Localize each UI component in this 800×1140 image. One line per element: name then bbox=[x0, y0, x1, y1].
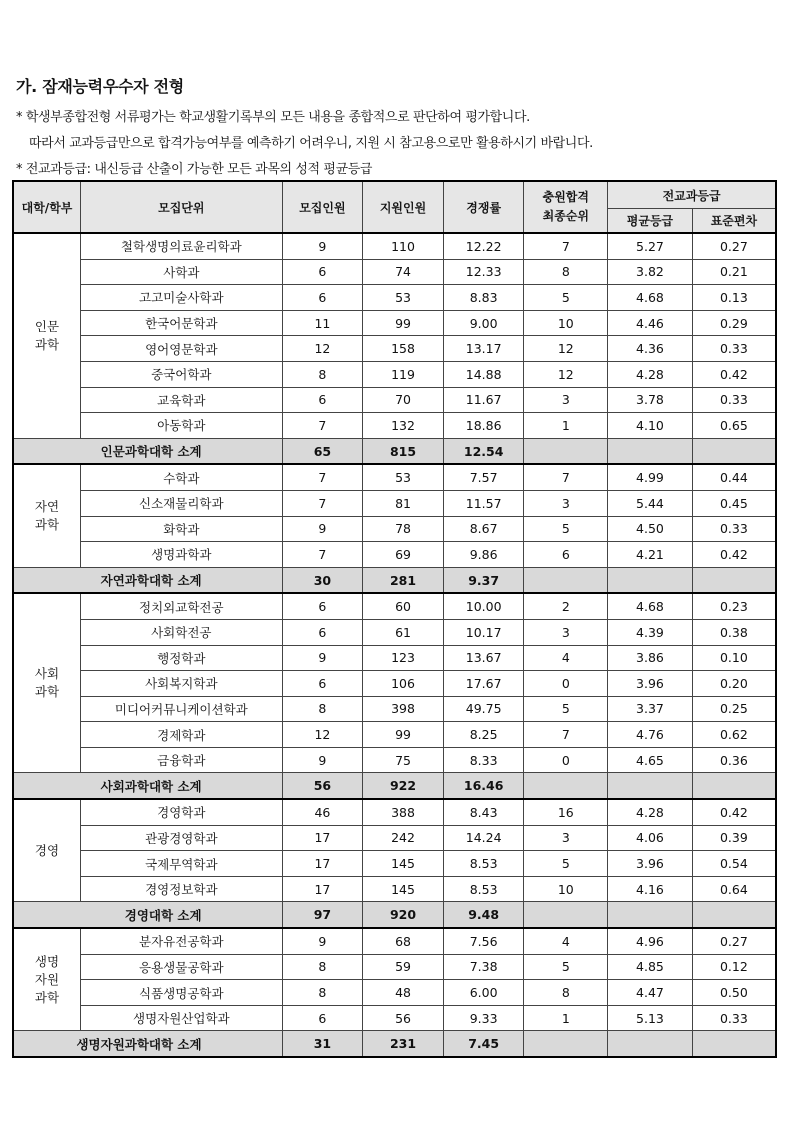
quota-cell: 7 bbox=[282, 464, 363, 490]
subtotal-quota: 30 bbox=[282, 567, 363, 593]
final-rank-cell: 6 bbox=[524, 542, 608, 568]
header-ratio: 경쟁률 bbox=[443, 181, 524, 233]
dept-name: 식품생명공학과 bbox=[81, 980, 283, 1006]
applicants-cell: 59 bbox=[363, 954, 444, 980]
final-rank-cell: 8 bbox=[524, 259, 608, 285]
quota-cell: 8 bbox=[282, 980, 363, 1006]
table-row bbox=[13, 233, 776, 259]
table-row bbox=[13, 464, 776, 490]
subtotal-empty-cell bbox=[692, 773, 776, 799]
subtotal-empty-cell bbox=[692, 567, 776, 593]
final-rank-cell: 2 bbox=[524, 593, 608, 619]
subtotal-row bbox=[13, 902, 776, 928]
table-row bbox=[13, 542, 776, 568]
applicants-cell: 61 bbox=[363, 619, 444, 645]
applicants-cell: 70 bbox=[363, 387, 444, 413]
std-dev-cell: 0.42 bbox=[692, 799, 776, 825]
dept-name: 한국어문학과 bbox=[81, 310, 283, 336]
college-name: 사회 과학 bbox=[13, 593, 81, 773]
std-dev-cell: 0.50 bbox=[692, 980, 776, 1006]
final-rank-cell: 8 bbox=[524, 980, 608, 1006]
quota-cell: 9 bbox=[282, 233, 363, 259]
table-row bbox=[13, 851, 776, 877]
ratio-cell: 8.67 bbox=[443, 516, 524, 542]
subtotal-label: 사회과학대학 소계 bbox=[13, 773, 282, 799]
header-std-dev: 표준편차 bbox=[692, 209, 776, 234]
std-dev-cell: 0.45 bbox=[692, 490, 776, 516]
ratio-cell: 17.67 bbox=[443, 671, 524, 697]
subtotal-quota: 97 bbox=[282, 902, 363, 928]
note-grade-definition: * 전교과등급: 내신등급 산출이 가능한 모든 과목의 성적 평균등급 bbox=[16, 162, 373, 177]
ratio-cell: 8.83 bbox=[443, 285, 524, 311]
final-rank-cell: 16 bbox=[524, 799, 608, 825]
applicants-cell: 74 bbox=[363, 259, 444, 285]
ratio-cell: 9.86 bbox=[443, 542, 524, 568]
table-row bbox=[13, 645, 776, 671]
applicants-cell: 48 bbox=[363, 980, 444, 1006]
std-dev-cell: 0.10 bbox=[692, 645, 776, 671]
avg-grade-cell: 4.39 bbox=[608, 619, 693, 645]
avg-grade-cell: 3.86 bbox=[608, 645, 693, 671]
quota-cell: 6 bbox=[282, 619, 363, 645]
quota-cell: 8 bbox=[282, 696, 363, 722]
subtotal-ratio: 7.45 bbox=[443, 1031, 524, 1057]
ratio-cell: 10.17 bbox=[443, 619, 524, 645]
std-dev-cell: 0.44 bbox=[692, 464, 776, 490]
avg-grade-cell: 4.10 bbox=[608, 413, 693, 439]
table-row bbox=[13, 671, 776, 697]
ratio-cell: 14.24 bbox=[443, 825, 524, 851]
dept-name: 미디어커뮤니케이션학과 bbox=[81, 696, 283, 722]
final-rank-cell: 7 bbox=[524, 464, 608, 490]
std-dev-cell: 0.33 bbox=[692, 1005, 776, 1031]
header-quota: 모집인원 bbox=[282, 181, 363, 233]
std-dev-cell: 0.13 bbox=[692, 285, 776, 311]
subtotal-applicants: 920 bbox=[363, 902, 444, 928]
applicants-cell: 110 bbox=[363, 233, 444, 259]
quota-cell: 6 bbox=[282, 387, 363, 413]
std-dev-cell: 0.27 bbox=[692, 233, 776, 259]
table-row bbox=[13, 490, 776, 516]
final-rank-cell: 3 bbox=[524, 387, 608, 413]
std-dev-cell: 0.42 bbox=[692, 361, 776, 387]
dept-name: 화학과 bbox=[81, 516, 283, 542]
ratio-cell: 7.57 bbox=[443, 464, 524, 490]
avg-grade-cell: 5.13 bbox=[608, 1005, 693, 1031]
quota-cell: 6 bbox=[282, 1005, 363, 1031]
avg-grade-cell: 4.65 bbox=[608, 747, 693, 773]
subtotal-empty-cell bbox=[524, 773, 608, 799]
subtotal-empty-cell bbox=[608, 902, 693, 928]
table-row bbox=[13, 747, 776, 773]
ratio-cell: 49.75 bbox=[443, 696, 524, 722]
dept-name: 철학생명의료윤리학과 bbox=[81, 233, 283, 259]
avg-grade-cell: 3.96 bbox=[608, 671, 693, 697]
final-rank-cell: 10 bbox=[524, 876, 608, 902]
quota-cell: 9 bbox=[282, 928, 363, 954]
subtotal-ratio: 9.48 bbox=[443, 902, 524, 928]
avg-grade-cell: 4.68 bbox=[608, 593, 693, 619]
subtotal-empty-cell bbox=[608, 773, 693, 799]
subtotal-row bbox=[13, 773, 776, 799]
std-dev-cell: 0.54 bbox=[692, 851, 776, 877]
dept-name: 수학과 bbox=[81, 464, 283, 490]
quota-cell: 6 bbox=[282, 671, 363, 697]
quota-cell: 6 bbox=[282, 285, 363, 311]
subtotal-ratio: 16.46 bbox=[443, 773, 524, 799]
std-dev-cell: 0.33 bbox=[692, 516, 776, 542]
quota-cell: 17 bbox=[282, 876, 363, 902]
dept-name: 경제학과 bbox=[81, 722, 283, 748]
dept-name: 영어영문학과 bbox=[81, 336, 283, 362]
std-dev-cell: 0.21 bbox=[692, 259, 776, 285]
final-rank-cell: 7 bbox=[524, 722, 608, 748]
table-row bbox=[13, 259, 776, 285]
std-dev-cell: 0.33 bbox=[692, 336, 776, 362]
subtotal-empty-cell bbox=[608, 1031, 693, 1057]
avg-grade-cell: 3.82 bbox=[608, 259, 693, 285]
ratio-cell: 8.43 bbox=[443, 799, 524, 825]
quota-cell: 7 bbox=[282, 542, 363, 568]
table-row bbox=[13, 336, 776, 362]
header-final-rank-line1: 충원합격 bbox=[542, 190, 589, 205]
ratio-cell: 11.57 bbox=[443, 490, 524, 516]
avg-grade-cell: 4.50 bbox=[608, 516, 693, 542]
applicants-cell: 99 bbox=[363, 722, 444, 748]
final-rank-cell: 12 bbox=[524, 336, 608, 362]
quota-cell: 12 bbox=[282, 722, 363, 748]
college-name: 경영 bbox=[13, 799, 81, 902]
final-rank-cell: 7 bbox=[524, 233, 608, 259]
dept-name: 고고미술사학과 bbox=[81, 285, 283, 311]
dept-name: 정치외교학전공 bbox=[81, 593, 283, 619]
subtotal-label: 자연과학대학 소계 bbox=[13, 567, 282, 593]
ratio-cell: 6.00 bbox=[443, 980, 524, 1006]
ratio-cell: 7.38 bbox=[443, 954, 524, 980]
table-body bbox=[13, 233, 776, 1057]
subtotal-applicants: 231 bbox=[363, 1031, 444, 1057]
final-rank-cell: 1 bbox=[524, 413, 608, 439]
subtotal-row bbox=[13, 438, 776, 464]
ratio-cell: 13.17 bbox=[443, 336, 524, 362]
dept-name: 사회학전공 bbox=[81, 619, 283, 645]
avg-grade-cell: 3.78 bbox=[608, 387, 693, 413]
header-avg-grade: 평균등급 bbox=[608, 209, 693, 234]
applicants-cell: 145 bbox=[363, 851, 444, 877]
std-dev-cell: 0.42 bbox=[692, 542, 776, 568]
applicants-cell: 145 bbox=[363, 876, 444, 902]
dept-name: 생명자원산업학과 bbox=[81, 1005, 283, 1031]
table-row bbox=[13, 593, 776, 619]
college-name: 인문 과학 bbox=[13, 233, 81, 438]
dept-name: 생명과학과 bbox=[81, 542, 283, 568]
table-row bbox=[13, 310, 776, 336]
applicants-cell: 78 bbox=[363, 516, 444, 542]
std-dev-cell: 0.62 bbox=[692, 722, 776, 748]
quota-cell: 12 bbox=[282, 336, 363, 362]
ratio-cell: 11.67 bbox=[443, 387, 524, 413]
std-dev-cell: 0.36 bbox=[692, 747, 776, 773]
dept-name: 경영정보학과 bbox=[81, 876, 283, 902]
ratio-cell: 12.22 bbox=[443, 233, 524, 259]
dept-name: 금융학과 bbox=[81, 747, 283, 773]
quota-cell: 7 bbox=[282, 490, 363, 516]
avg-grade-cell: 4.68 bbox=[608, 285, 693, 311]
std-dev-cell: 0.25 bbox=[692, 696, 776, 722]
avg-grade-cell: 3.37 bbox=[608, 696, 693, 722]
final-rank-cell: 5 bbox=[524, 954, 608, 980]
applicants-cell: 132 bbox=[363, 413, 444, 439]
subtotal-applicants: 281 bbox=[363, 567, 444, 593]
std-dev-cell: 0.29 bbox=[692, 310, 776, 336]
avg-grade-cell: 4.46 bbox=[608, 310, 693, 336]
std-dev-cell: 0.64 bbox=[692, 876, 776, 902]
applicants-cell: 388 bbox=[363, 799, 444, 825]
dept-name: 행정학과 bbox=[81, 645, 283, 671]
subtotal-empty-cell bbox=[608, 438, 693, 464]
subtotal-label: 생명자원과학대학 소계 bbox=[13, 1031, 282, 1057]
subtotal-applicants: 815 bbox=[363, 438, 444, 464]
quota-cell: 7 bbox=[282, 413, 363, 439]
header-unit: 모집단위 bbox=[81, 181, 283, 233]
avg-grade-cell: 5.44 bbox=[608, 490, 693, 516]
table-row bbox=[13, 876, 776, 902]
table-row bbox=[13, 825, 776, 851]
final-rank-cell: 5 bbox=[524, 696, 608, 722]
ratio-cell: 8.53 bbox=[443, 876, 524, 902]
applicants-cell: 69 bbox=[363, 542, 444, 568]
applicants-cell: 53 bbox=[363, 464, 444, 490]
dept-name: 관광경영학과 bbox=[81, 825, 283, 851]
applicants-cell: 119 bbox=[363, 361, 444, 387]
applicants-cell: 81 bbox=[363, 490, 444, 516]
subtotal-applicants: 922 bbox=[363, 773, 444, 799]
section-title: 가. 잠재능력우수자 전형 bbox=[16, 77, 184, 96]
admission-results-table bbox=[12, 180, 777, 1058]
header-applicants: 지원인원 bbox=[363, 181, 444, 233]
table-row bbox=[13, 722, 776, 748]
college-name: 자연 과학 bbox=[13, 464, 81, 567]
avg-grade-cell: 4.99 bbox=[608, 464, 693, 490]
avg-grade-cell: 4.21 bbox=[608, 542, 693, 568]
table-row bbox=[13, 516, 776, 542]
subtotal-empty-cell bbox=[524, 902, 608, 928]
avg-grade-cell: 4.76 bbox=[608, 722, 693, 748]
subtotal-empty-cell bbox=[692, 902, 776, 928]
quota-cell: 17 bbox=[282, 851, 363, 877]
subtotal-empty-cell bbox=[692, 438, 776, 464]
table-row bbox=[13, 361, 776, 387]
ratio-cell: 18.86 bbox=[443, 413, 524, 439]
applicants-cell: 56 bbox=[363, 1005, 444, 1031]
std-dev-cell: 0.38 bbox=[692, 619, 776, 645]
subtotal-quota: 65 bbox=[282, 438, 363, 464]
subtotal-empty-cell bbox=[608, 567, 693, 593]
final-rank-cell: 12 bbox=[524, 361, 608, 387]
quota-cell: 9 bbox=[282, 747, 363, 773]
note-reference-only: 따라서 교과등급만으로 합격가능여부를 예측하기 어려우니, 지원 시 참고용으로만 활용하시기 바랍니다. bbox=[29, 136, 593, 151]
final-rank-cell: 1 bbox=[524, 1005, 608, 1031]
table-row bbox=[13, 1005, 776, 1031]
quota-cell: 46 bbox=[282, 799, 363, 825]
applicants-cell: 158 bbox=[363, 336, 444, 362]
note-evaluation: * 학생부종합전형 서류평가는 학교생활기록부의 모든 내용을 종합적으로 판단하여 평가합니다. bbox=[16, 110, 530, 125]
ratio-cell: 8.53 bbox=[443, 851, 524, 877]
table-row bbox=[13, 619, 776, 645]
table-row bbox=[13, 954, 776, 980]
final-rank-cell: 5 bbox=[524, 851, 608, 877]
quota-cell: 17 bbox=[282, 825, 363, 851]
ratio-cell: 10.00 bbox=[443, 593, 524, 619]
subtotal-quota: 56 bbox=[282, 773, 363, 799]
quota-cell: 8 bbox=[282, 954, 363, 980]
table-row bbox=[13, 413, 776, 439]
std-dev-cell: 0.33 bbox=[692, 387, 776, 413]
table-row bbox=[13, 285, 776, 311]
final-rank-cell: 3 bbox=[524, 490, 608, 516]
dept-name: 교육학과 bbox=[81, 387, 283, 413]
ratio-cell: 7.56 bbox=[443, 928, 524, 954]
ratio-cell: 8.33 bbox=[443, 747, 524, 773]
final-rank-cell: 10 bbox=[524, 310, 608, 336]
std-dev-cell: 0.23 bbox=[692, 593, 776, 619]
subtotal-ratio: 9.37 bbox=[443, 567, 524, 593]
quota-cell: 9 bbox=[282, 516, 363, 542]
header-final-rank-line2: 최종순위 bbox=[542, 209, 589, 223]
applicants-cell: 53 bbox=[363, 285, 444, 311]
final-rank-cell: 3 bbox=[524, 619, 608, 645]
avg-grade-cell: 4.96 bbox=[608, 928, 693, 954]
final-rank-cell: 4 bbox=[524, 928, 608, 954]
quota-cell: 6 bbox=[282, 593, 363, 619]
dept-name: 응용생물공학과 bbox=[81, 954, 283, 980]
avg-grade-cell: 4.06 bbox=[608, 825, 693, 851]
subtotal-row bbox=[13, 567, 776, 593]
subtotal-ratio: 12.54 bbox=[443, 438, 524, 464]
avg-grade-cell: 5.27 bbox=[608, 233, 693, 259]
final-rank-cell: 0 bbox=[524, 747, 608, 773]
subtotal-label: 인문과학대학 소계 bbox=[13, 438, 282, 464]
avg-grade-cell: 4.28 bbox=[608, 361, 693, 387]
applicants-cell: 123 bbox=[363, 645, 444, 671]
applicants-cell: 60 bbox=[363, 593, 444, 619]
applicants-cell: 99 bbox=[363, 310, 444, 336]
dept-name: 경영학과 bbox=[81, 799, 283, 825]
quota-cell: 9 bbox=[282, 645, 363, 671]
std-dev-cell: 0.12 bbox=[692, 954, 776, 980]
ratio-cell: 9.00 bbox=[443, 310, 524, 336]
dept-name: 중국어학과 bbox=[81, 361, 283, 387]
avg-grade-cell: 4.47 bbox=[608, 980, 693, 1006]
dept-name: 사회복지학과 bbox=[81, 671, 283, 697]
std-dev-cell: 0.27 bbox=[692, 928, 776, 954]
final-rank-cell: 5 bbox=[524, 516, 608, 542]
ratio-cell: 9.33 bbox=[443, 1005, 524, 1031]
subtotal-row bbox=[13, 1031, 776, 1057]
applicants-cell: 398 bbox=[363, 696, 444, 722]
applicants-cell: 242 bbox=[363, 825, 444, 851]
table-row bbox=[13, 387, 776, 413]
table-row bbox=[13, 799, 776, 825]
ratio-cell: 13.67 bbox=[443, 645, 524, 671]
std-dev-cell: 0.39 bbox=[692, 825, 776, 851]
avg-grade-cell: 3.96 bbox=[608, 851, 693, 877]
applicants-cell: 106 bbox=[363, 671, 444, 697]
table-row bbox=[13, 696, 776, 722]
avg-grade-cell: 4.16 bbox=[608, 876, 693, 902]
college-name: 생명 자원 과학 bbox=[13, 928, 81, 1031]
avg-grade-cell: 4.28 bbox=[608, 799, 693, 825]
avg-grade-cell: 4.36 bbox=[608, 336, 693, 362]
dept-name: 분자유전공학과 bbox=[81, 928, 283, 954]
applicants-cell: 68 bbox=[363, 928, 444, 954]
final-rank-cell: 3 bbox=[524, 825, 608, 851]
subtotal-empty-cell bbox=[524, 1031, 608, 1057]
std-dev-cell: 0.20 bbox=[692, 671, 776, 697]
table-row bbox=[13, 928, 776, 954]
quota-cell: 11 bbox=[282, 310, 363, 336]
subtotal-empty-cell bbox=[524, 567, 608, 593]
avg-grade-cell: 4.85 bbox=[608, 954, 693, 980]
subtotal-quota: 31 bbox=[282, 1031, 363, 1057]
final-rank-cell: 5 bbox=[524, 285, 608, 311]
dept-name: 신소재물리학과 bbox=[81, 490, 283, 516]
dept-name: 국제무역학과 bbox=[81, 851, 283, 877]
header-final-rank bbox=[524, 181, 608, 233]
subtotal-empty-cell bbox=[692, 1031, 776, 1057]
header-grade-group: 전교과등급 bbox=[608, 181, 776, 209]
dept-name: 아동학과 bbox=[81, 413, 283, 439]
table-row bbox=[13, 980, 776, 1006]
applicants-cell: 75 bbox=[363, 747, 444, 773]
quota-cell: 8 bbox=[282, 361, 363, 387]
final-rank-cell: 0 bbox=[524, 671, 608, 697]
dept-name: 사학과 bbox=[81, 259, 283, 285]
header-college: 대학/학부 bbox=[13, 181, 81, 233]
ratio-cell: 14.88 bbox=[443, 361, 524, 387]
quota-cell: 6 bbox=[282, 259, 363, 285]
subtotal-label: 경영대학 소계 bbox=[13, 902, 282, 928]
std-dev-cell: 0.65 bbox=[692, 413, 776, 439]
ratio-cell: 12.33 bbox=[443, 259, 524, 285]
subtotal-empty-cell bbox=[524, 438, 608, 464]
ratio-cell: 8.25 bbox=[443, 722, 524, 748]
final-rank-cell: 4 bbox=[524, 645, 608, 671]
